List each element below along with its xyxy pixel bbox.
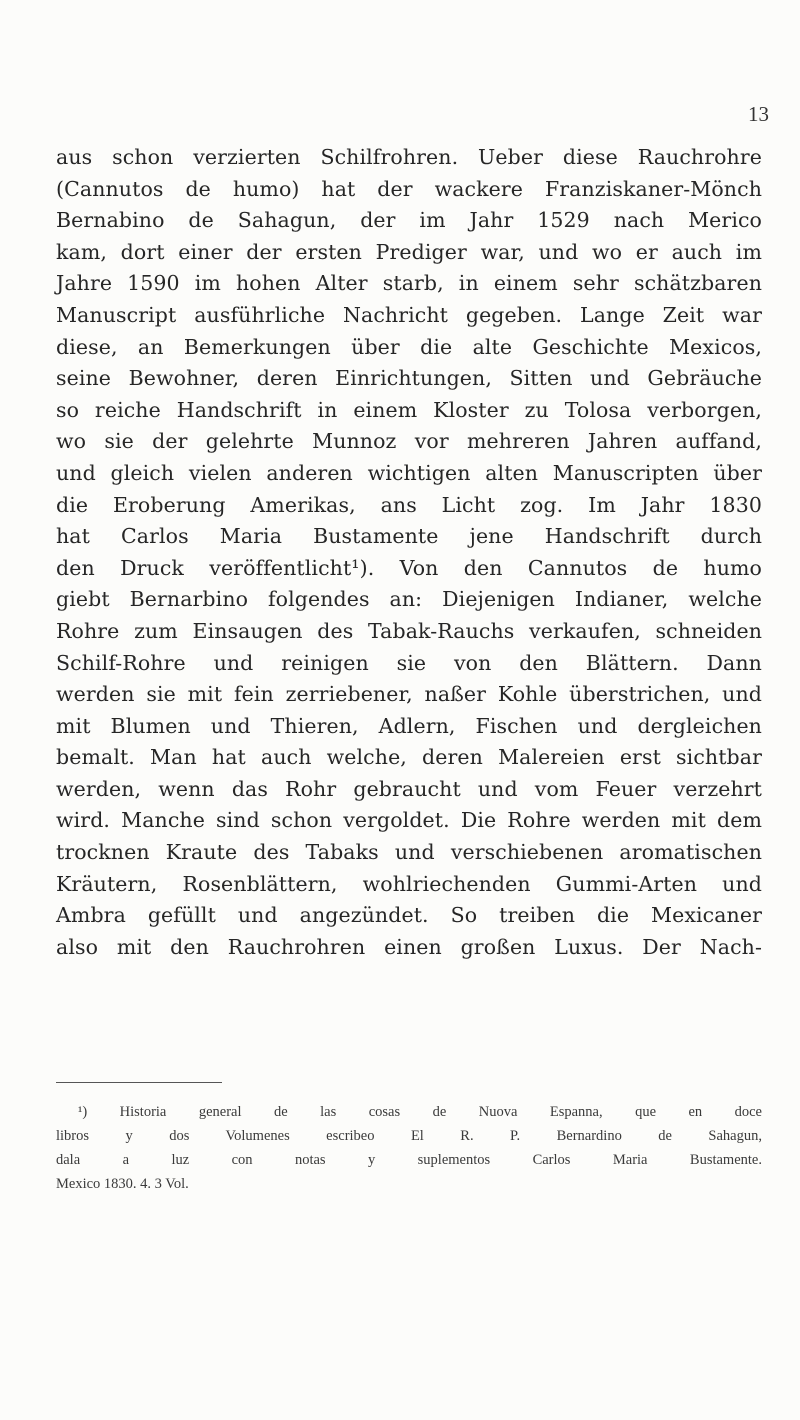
- footnotes: [56, 1100, 762, 1196]
- text-line: Bernabino de Sahagun, der im Jahr 1529 nach Merico: [56, 208, 762, 233]
- text-line: und gleich vielen anderen wichtigen alten Manuscripten über: [56, 460, 762, 485]
- text-line: die Eroberung Amerikas, ans Licht zog. Im Jahr 1830: [56, 492, 762, 517]
- text-line: trocknen Kraute des Tabaks und verschiebenen aromatischen: [56, 840, 762, 865]
- footnote-line: ¹) Historia general de las cosas de Nuova Espanna, que en doce: [78, 1104, 762, 1120]
- footnote-line: libros y dos Volumenes escribeo El R. P. Bernardino de Sahagun,: [56, 1128, 762, 1144]
- text-line: so reiche Handschrift in einem Kloster zu Tolosa verborgen,: [56, 397, 762, 422]
- page-number: 13: [748, 102, 769, 126]
- text-line: werden, wenn das Rohr gebraucht und vom Feuer verzehrt: [56, 776, 762, 801]
- text-line: bemalt. Man hat auch welche, deren Malereien erst sichtbar: [56, 745, 762, 770]
- text-line: also mit den Rauchrohren einen großen Luxus. Der Nach-: [56, 934, 762, 959]
- footnote-line: Mexico 1830. 4. 3 Vol.: [56, 1176, 189, 1192]
- text-line: (Cannutos de humo) hat der wackere Franziskaner-Mönch: [56, 176, 762, 201]
- text-line: Manuscript ausführliche Nachricht gegeben. Lange Zeit war: [56, 302, 762, 327]
- footnote-divider: [56, 1082, 222, 1083]
- text-line: wo sie der gelehrte Munnoz vor mehreren Jahren auffand,: [56, 429, 762, 454]
- footnote-line: dala a luz con notas y suplementos Carlos Maria Bustamente.: [56, 1152, 762, 1168]
- text-line: aus schon verzierten Schilfrohren. Ueber diese Rauchrohre: [56, 145, 762, 169]
- text-line: Rohre zum Einsaugen des Tabak-Rauchs verkaufen, schneiden: [56, 618, 762, 643]
- text-line: Ambra gefüllt und angezündet. So treiben die Mexicaner: [56, 903, 762, 928]
- text-line: hat Carlos Maria Bustamente jene Handschrift durch: [56, 524, 762, 549]
- text-line: werden sie mit fein zerriebener, naßer Kohle überstrichen, und: [56, 682, 762, 707]
- text-line: Jahre 1590 im hohen Alter starb, in einem sehr schätzbaren: [56, 271, 762, 296]
- text-line: Kräutern, Rosenblättern, wohlriechenden Gummi-Arten und: [56, 871, 762, 896]
- text-line: diese, an Bemerkungen über die alte Geschichte Mexicos,: [56, 334, 762, 359]
- text-line: kam, dort einer der ersten Prediger war, und wo er auch im: [56, 239, 762, 264]
- text-line: wird. Manche sind schon vergoldet. Die Rohre werden mit dem: [56, 808, 762, 833]
- text-line: den Druck veröffentlicht¹). Von den Cannutos de humo: [56, 555, 762, 580]
- text-line: seine Bewohner, deren Einrichtungen, Sitten und Gebräuche: [56, 366, 762, 391]
- body-text: [56, 142, 762, 963]
- text-line: Schilf-Rohre und reinigen sie von den Blättern. Dann: [56, 650, 762, 675]
- text-line: giebt Bernarbino folgendes an: Diejenigen Indianer, welche: [56, 587, 762, 612]
- text-line: mit Blumen und Thieren, Adlern, Fischen und dergleichen: [56, 713, 762, 738]
